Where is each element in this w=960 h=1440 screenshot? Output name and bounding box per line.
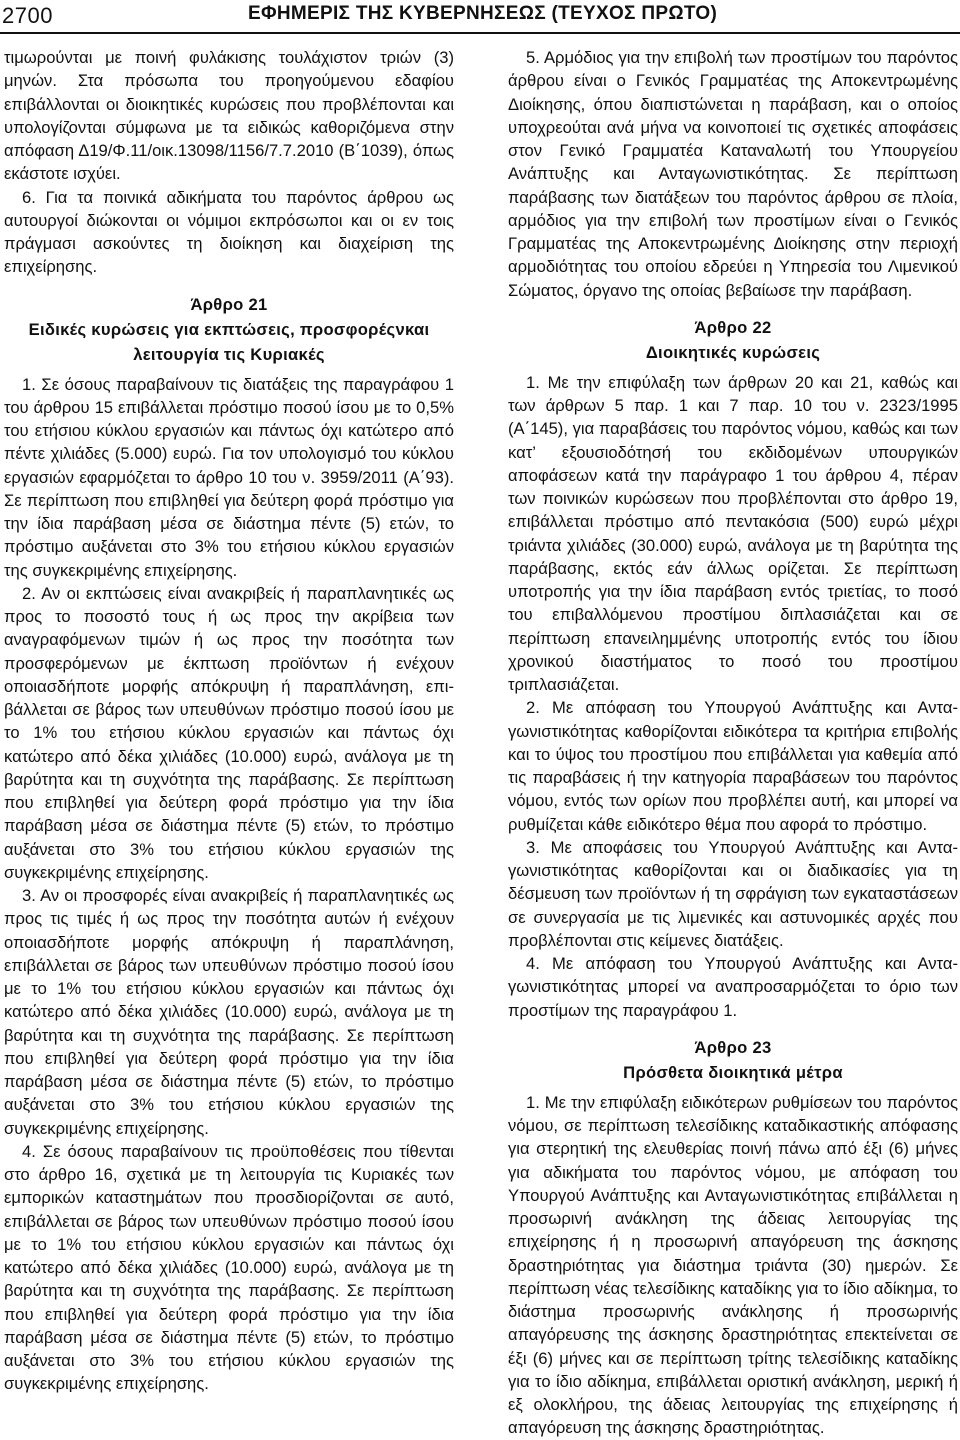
article-number: Άρθρο 22: [694, 317, 772, 337]
article-22-heading: [508, 315, 958, 365]
paragraph: 1. Με την επιφύλαξη ειδικότερων ρυθμίσεων του παρόντος νόμου, σε περίπτωση τελεσίδικης καταδικαστικής απόφασης για στερητική της ελευθερίας ποινή πάνω από έξι (6) μήνες για αδικήματα του παρόντος νόμου, με απόφαση του Υπουργού Ανάπτυξης και Ανταγωνιστικότητας επιβάλλεται η προσωρινή ανάκληση της άδειας λειτουργίας της επιχείρησης ή η προσωρινή απαγόρευση της άσκησης δραστηριότητας για διάστημα τριάντα (30) ημερών. Σε περίπτωση νέας τελεσίδικης καταδίκης για το ίδιο αδίκημα, το διάστημα προσωρινής ανάκλησης ή προσωρινής απαγόρευσης της άσκησης δραστηριότητας επεκτείνεται σε έξι (6) μήνες και σε περίπτωση τρίτης τελεσίδικης καταδίκης για το ίδιο αδίκημα, επιβάλλεται οριστική ανάκληση, μερική ή εξ ολοκλήρου, της άδειας λειτουργίας της επιχείρησης ή απαγόρευση της άσκησης δραστηριότητας.: [508, 1092, 958, 1438]
article-23-heading: [508, 1035, 958, 1085]
left-column: [4, 46, 454, 1396]
article-title: Πρόσθετα διοικητικά μέτρα: [623, 1062, 843, 1082]
paragraph: τιμωρούνται με ποινή φυλάκισης τουλάχιστον τριών (3) μηνών. Στα πρόσωπα του προηγούμενου εδαφίου επιβάλλονται οι διοικητικές κυρώσεις που προβλέπονται και υπολογίζονται σύμφωνα με τα ειδικώς καθοριζόμενα στην απόφαση Δ19/Φ.11/οικ.13098/1156/7.7.2010 (Β΄1039), όπως εκάστοτε ισχύει.: [4, 48, 454, 184]
paragraph: 4. Σε όσους παραβαίνουν τις προϋποθέσεις που τίθενται στο άρθρο 16, σχετικά με τη λειτουργία τις Κυριακές των εμπορικών καταστημάτων που προσδιορίζονται σε αυτό, επιβάλλεται σε βάρος των υπευθύνων πρόστιμο ποσού ίσου με το 1% του ετήσιου κύκλου εργασιών και πάντως όχι κατώτερο από δέκα χιλιάδες (10.000) ευρώ, ανάλογα με τη βαρύτητα και τη συχνότητα της παράβασης. Σε περίπτωση που επιβληθεί για δεύτερη φορά πρόστιμο για την ίδια παράβαση μέσα σε διάστημα πέντε (5) ετών, το πρόστιμο αυξάνεται στο 3% του ετήσιου κύκλου εργασιών της συγκεκριμένης επιχείρησης.: [4, 1141, 454, 1394]
journal-title: ΕΦΗΜΕΡΙΣ ΤΗΣ ΚΥΒΕΡΝΗΣΕΩΣ (ΤΕΥΧΟΣ ΠΡΩΤΟ): [248, 3, 718, 24]
paragraph: 2. Με απόφαση του Υπουργού Ανάπτυξης και Ανταγωνιστικότητας καθορίζονται ειδικότερα τα κριτήρια επιβολής και το ύψος του προστίμου που επιβάλλεται για καθεμία από τις παραβάσεις ή την κατηγορία παραβάσεων του παρόντος νόμου, εντός των ορίων που προβλέπει αυτή, και μπορεί να ρυθμίζεται κάθε ειδικότερο θέμα που αφορά το πρόστιμο.: [508, 698, 958, 834]
paragraph: 2. Αν οι εκπτώσεις είναι ανακριβείς ή παραπλανητικές ως προς το ποσοστό τους ή ως προς την ακρίβεια των αναγραφόμενων τιμών ή ως προς την ποσότητα των προσφερόμενων με έκπτωση προϊόντων ή ενέχουν οποιασδήποτε μορφής απόκρυψη ή παραπλάνηση, επιβάλλεται σε βάρος των υπευθύνων πρόστιμο ποσού ίσου με το 1% του ετήσιου κύκλου εργασιών και πάντως όχι κατώτερο από δέκα χιλιάδες (10.000) ευρώ, ανάλογα με τη βαρύτητα και τη συχνότητα της παράβασης. Σε περίπτωση που επιβληθεί για δεύτερη φορά πρόστιμο για την ίδια παράβαση μέσα σε διάστημα πέντε (5) ετών, το πρόστιμο αυξάνεται στο 3% του ετήσιου κύκλου εργασιών της συγκεκριμένης επιχείρησης.: [4, 583, 454, 882]
paragraph: 5. Αρμόδιος για την επιβολή των προστίμων του παρόντος άρθρου είναι ο Γενικός Γραμματέας της Αποκεντρωμένης Διοίκησης, όπου διαπιστώνεται η παράβαση, και ο οποίος υποχρεούται ανά μήνα να κοινοποιεί τις σχετικές αποφάσεις στον Γενικό Γραμματέα Καταναλωτή του Υπουργείου Ανάπτυξης και Ανταγωνιστικότητας. Σε περίπτωση παράβασης των διατάξεων του παρόντος άρθρου σε πλοία, αρμόδιος για την επιβολή των προστίμων είναι ο Γενικός Γραμματέας της Αποκεντρωμένης Διοίκησης στην περιοχή αρμοδιότητας του οποίου εδρεύει η Υπηρεσία του Λιμενικού Σώματος, όργανο της οποίας βεβαίωσε την παράβαση.: [508, 48, 958, 300]
paragraph: 1. Σε όσους παραβαίνουν τις διατάξεις της παραγράφου 1 του άρθρου 15 επιβάλλεται πρόστιμο ποσού ίσου με το 0,5% του ετήσιου κύκλου εργασιών και πάντως όχι κατώτερο από πέντε χιλιάδες (5.000) ευρώ. Για τον υπολογισμό του κύκλου εργασιών εφαρμόζεται το άρθρο 10 του ν. 3959/2011 (Α΄93). Σε περίπτωση που επιβληθεί για δεύτερη φορά πρόστιμο για την ίδια παράβαση μέσα σε διάστημα πέντε (5) ετών, το πρόστιμο αυξάνεται στο 3% του ετήσιου κύκλου εργασιών της συγκεκριμένης επιχείρησης.: [4, 374, 454, 580]
article-21-heading: [4, 292, 454, 367]
header-rule: [0, 32, 960, 34]
paragraph: 6. Για τα ποινικά αδικήματα του παρόντος άρθρου ως αυτουργοί διώκονται οι νόμιμοι εκπρόσωποι και οι εν τοις πράγμασι ασκούντες τη διοίκηση και διαχείριση της επιχείρησης.: [4, 187, 454, 277]
page-number: 2700: [2, 3, 53, 28]
paragraph: 3. Με αποφάσεις του Υπουργού Ανάπτυξης και Ανταγωνιστικότητας καθορίζονται και οι διαδικασίες για τη δέσμευση των προϊόντων ή τη σφράγιση των εγκαταστάσεων σε συνεργασία με τις λιμενικές και αστυνομικές αρχές που προβλέπονται στις κείμενες διατάξεις.: [508, 837, 958, 950]
page-header: [0, 0, 960, 31]
article-title: Διοικητικές κυρώσεις: [645, 342, 821, 362]
right-column: [508, 46, 958, 1440]
paragraph: 3. Αν οι προσφορές είναι ανακριβείς ή παραπλανητικές ως προς τις τιμές ή ως προς την ποσότητα αυτών ή ενέχουν οποιασδήποτε μορφής απόκρυψη ή παραπλάνηση, επιβάλλεται σε βάρος των υπευθύνων πρόστιμο ποσού ίσου με το 1% του ετήσιου κύκλου εργασιών και πάντως όχι κατώτερο από δέκα χιλιάδες (10.000) ευρώ, ανάλογα με τη βαρύτητα και τη συχνότητα της παράβασης. Σε περίπτωση που επιβληθεί για δεύτερη φορά πρόστιμο για την ίδια παράβαση μέσα σε διάστημα πέντε (5) ετών, το πρόστιμο αυξάνεται στο 3% του ετήσιου κύκλου εργασιών της συγκεκριμένης επιχείρησης.: [4, 886, 454, 1138]
article-number: Άρθρο 21: [190, 294, 268, 314]
article-title: Ειδικές κυρώσεις για εκπτώσεις, προσφορέςνκαι λειτουργία τις Κυριακές: [28, 319, 430, 364]
paragraph: 1. Με την επιφύλαξη των άρθρων 20 και 21, καθώς και των άρθρων 5 παρ. 1 και 7 παρ. 10 του ν. 2323/1995 (Α΄145), για παραβάσεις του παρόντος νόμου, καθώς και των κατ’ εξουσιοδότησή του εκδιδομένων υπουργικών αποφάσεων κατά την παράγραφο 1 του άρθρου 4, πέραν των ποινικών κυρώσεων που προβλέπονται στο άρθρο 19, επιβάλλεται πρόστιμο από πεντακόσια (500) ευρώ μέχρι τριάντα χιλιάδες (30.000) ευρώ, ανάλογα με τη βαρύτητα της παράβασης, εκτός εάν άλλως ορίζεται. Σε περίπτωση υποτροπής για την ίδια παράβαση εντός τριετίας, το ποσό του επιβαλλόμενου προστίμου διπλασιάζεται και σε περίπτωση επανειλημμένης υποτροπής εντός του ίδιου χρονικού διαστήματος το ποσό του προστίμου τριπλασιάζεται.: [508, 372, 958, 694]
article-number: Άρθρο 23: [694, 1037, 772, 1057]
paragraph: 4. Με απόφαση του Υπουργού Ανάπτυξης και Ανταγωνιστικότητας μπορεί να αναπροσαρμόζεται το όριο των προστίμων της παραγράφου 1.: [508, 954, 958, 1020]
